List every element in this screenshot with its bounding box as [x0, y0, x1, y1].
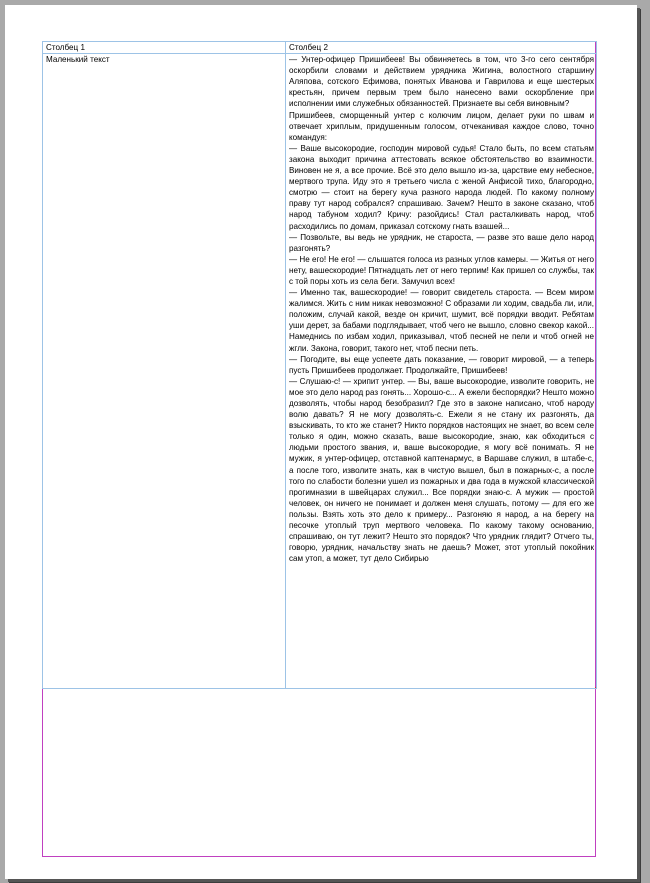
cell-small-text[interactable]	[43, 54, 286, 689]
paragraph: — Именно так, вашескородие! — говорит свидетель староста. — Всем миром жалимся. Жить с ним никак невозможно! С образами ли ходим, свадьба ли, или, положим, случай какой, везде он кричит, шумит, всё порядки вводит. Ребятам уши дерет, за бабами подглядывает, чтоб чего не вышло, словно свекор какой... Намеднись по избам ходил, приказывал, чтоб песней не пели и чтоб огней не жгли. Закона, говорит, такого нет, чтоб песни петь.	[289, 288, 594, 353]
paragraph: — Ваше высокородие, господин мировой судья! Стало быть, по всем статьям закона выходит причина аттестовать всякое обстоятельство во взаимности. Виновен не я, а все прочие. Всё это дело вышло из-за, царствие ему небесное, мертвого трупа. Иду это я третьего числа с женой Анфисой тихо, благородно, смотрю — стоит на берегу куча разного народа людей. По какому полному праву тут народ собрался? спрашиваю. Зачем? Нешто в законе сказано, чтоб народ табуном ходил? Кричу: разойдись! Стал расталкивать народ, чтоб расходились по домам, приказал сотскому гнать взашей...	[289, 143, 594, 231]
table-header-row	[43, 42, 597, 54]
paragraph: — Не его! Не его! — слышатся голоса из разных углов камеры. — Житья от него нету, вашескородие! Пятнадцать лет от него терпим! Как пришел со службы, так с той поры хоть из села беги. Замучил всех!	[289, 254, 594, 286]
cell-story-text[interactable]	[286, 54, 597, 689]
paragraph: — Унтер-офицер Пришибеев! Вы обвиняетесь в том, что 3-го сего сентября оскорбили словами и действием урядника Жигина, волостного старшину Аляпова, сотского Ефимова, понятых Иванова и Гаврилова и еще шестерых крестьян, причем первым трем было нанесено вами оскорбление при исполнении ими служебных обязанностей. Признаете вы себя виновным?	[289, 55, 594, 109]
header-cell-column-2[interactable]: Столбец 2	[286, 42, 597, 54]
paragraph: — Позвольте, вы ведь не урядник, не староста, — разве это ваше дело народ разгонять?	[289, 232, 594, 253]
header-cell-column-1[interactable]: Столбец 1	[43, 42, 286, 54]
text-table	[42, 41, 597, 689]
text-overflow-marker[interactable]	[595, 687, 597, 689]
paragraph: Пришибеев, сморщенный унтер с колючим лицом, делает руки по швам и отвечает хриплым, придушенным голосом, отчеканивая каждое слово, точно командуя:	[289, 110, 594, 142]
cell-text: Маленький текст	[46, 55, 110, 65]
paragraph: — Погодите, вы еще успеете дать показание, — говорит мировой, — а теперь пусть Пришибеев продолжает. Продолжайте, Пришибеев!	[289, 354, 594, 375]
paragraph: — Слушаю-с! — хрипит унтер. — Вы, ваше высокородие, изволите говорить, не мое это дело народ раз гонять... Хорошо-с... А ежели беспорядки? Нешто можно дозволять, чтобы народ безобразил? Где это в законе написано, чтоб народу волю давать? Я не могу дозволять-с. Ежели я не стану их разгонять, да взыскивать, то кто же станет? Никто порядков настоящих не знает, во всем селе только я один, можно сказать, ваше высокородие, знаю, как обходиться с людьми простого звания, и, ваше высокородие, я могу всё понимать. Я не мужик, я унтер-офицер, отставной каптенармус, в Варшаве служил, в штабе-с, а после того, изволите знать, как в чистую вышел, был в пожарных-с, а после того по слабости болезни ушел из пожарных и два года в мужской классической прогимназии в швейцарах служил... Все порядки знаю-с. А мужик — простой человек, он ничего не понимает и должен меня слушать, потому — для его же пользы. Взять хоть это дело к примеру... Разгоняю я народ, а на берегу на песочке утоплый труп мертвого человека. По какому такому основанию, спрашиваю, он тут лежит? Нешто это порядок? Что урядник глядит? Отчего ты, говорю, урядник, начальству знать не даешь? Может, этот утоплый покойник сам утоп, а может, тут дело Сибирью	[289, 376, 594, 564]
table-row	[43, 54, 597, 689]
